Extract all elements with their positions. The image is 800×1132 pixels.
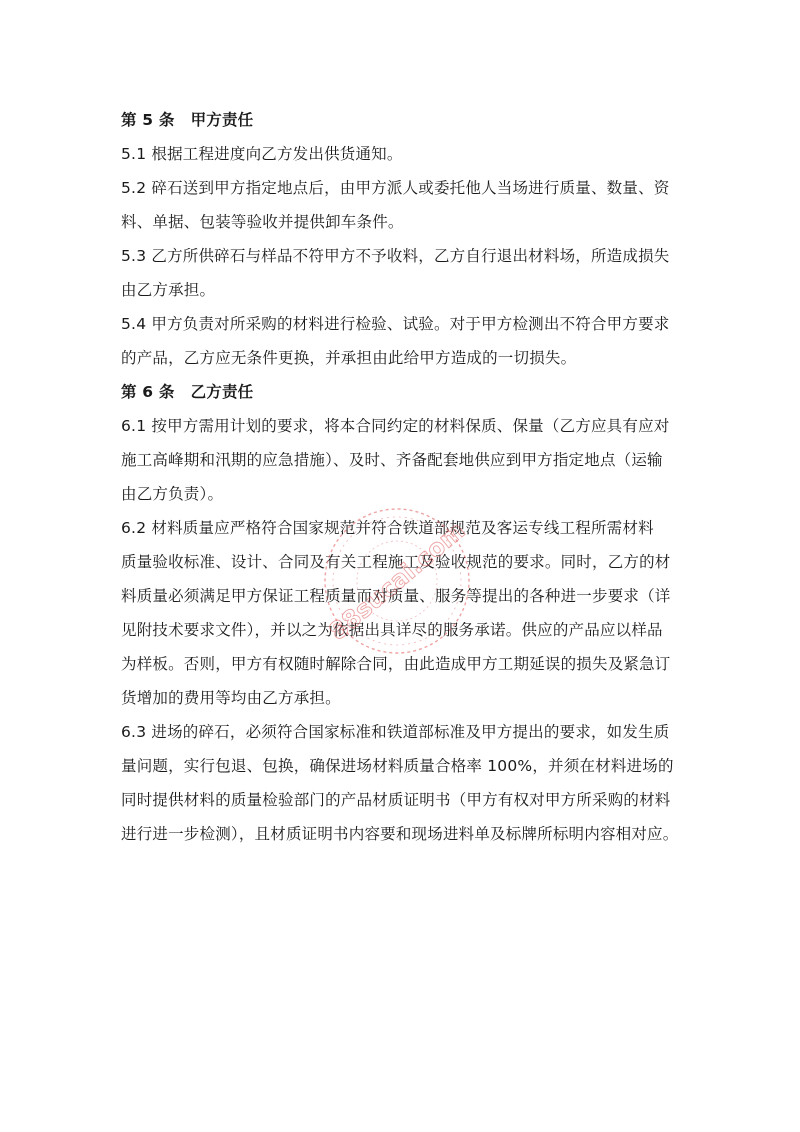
section-number: 第 6 条	[121, 383, 175, 401]
paragraph-line: 货增加的费用等均由乙方承担。	[121, 689, 341, 707]
section-title: 甲方责任	[190, 111, 254, 129]
paragraph-line: 6.3 进场的碎石，必须符合国家标准和铁道部标准及甲方提出的要求，如发生质	[121, 723, 670, 741]
paragraph-line: 5.4 甲方负责对所采购的材料进行检验、试验。对于甲方检测出不符合甲方要求	[121, 315, 670, 333]
paragraph-line: 见附技术要求文件），并以之为依据出具详尽的服务承诺。供应的产品应以样品	[121, 621, 663, 639]
paragraph-line: 的产品，乙方应无条件更换，并承担由此给甲方造成的一切损失。	[121, 349, 577, 367]
watermark-text: 88sucai.com	[323, 516, 471, 646]
paragraph-line: 同时提供材料的质量检验部门的产品材质证明书（甲方有权对甲方所采购的材料	[121, 791, 671, 809]
paragraph-line: 为样板。否则，甲方有权随时解除合同，由此造成甲方工期延误的损失及紧急订	[121, 655, 671, 673]
paragraph-line: 施工高峰期和汛期的应急措施）、及时、齐备配套地供应到甲方指定地点（运输	[121, 451, 663, 469]
paragraph-line: 量问题，实行包退、包换，确保进场材料质量合格率 100%，并须在材料进场的	[121, 757, 674, 775]
section-heading	[121, 103, 684, 137]
paragraph-line: 由乙方负责）。	[121, 485, 224, 503]
paragraph-line: 料、单据、包装等验收并提供卸车条件。	[121, 213, 404, 231]
watermark-stamp	[322, 506, 472, 656]
paragraph-line: 5.3 乙方所供碎石与样品不符甲方不予收料，乙方自行退出材料场，所造成损失	[121, 247, 670, 265]
paragraph-line: 进行进一步检测），且材质证明书内容要和现场进料单及标牌所标明内容相对应。	[121, 825, 679, 843]
paragraph-line: 6.1 按甲方需用计划的要求，将本合同约定的材料保质、保量（乙方应具有应对	[121, 417, 670, 435]
paragraph-line: 料质量必须满足甲方保证工程质量而对质量、服务等提出的各种进一步要求（详	[121, 587, 671, 605]
paragraph-line: 质量验收标准、设计、合同及有关工程施工及验收规范的要求。同时，乙方的材	[121, 553, 671, 571]
paragraph-line: 5.2 碎石送到甲方指定地点后，由甲方派人或委托他人当场进行质量、数量、资	[121, 179, 670, 197]
paragraph-line: 5.1 根据工程进度向乙方发出供货通知。	[121, 145, 403, 163]
paragraph-line: 6.2 材料质量应严格符合国家规范并符合铁道部规范及客运专线工程所需材料	[121, 519, 654, 537]
section-heading	[121, 375, 684, 409]
document-body	[121, 103, 684, 851]
paragraph-line: 由乙方承担。	[121, 281, 216, 299]
section-title: 乙方责任	[190, 383, 254, 401]
section-number: 第 5 条	[121, 111, 175, 129]
